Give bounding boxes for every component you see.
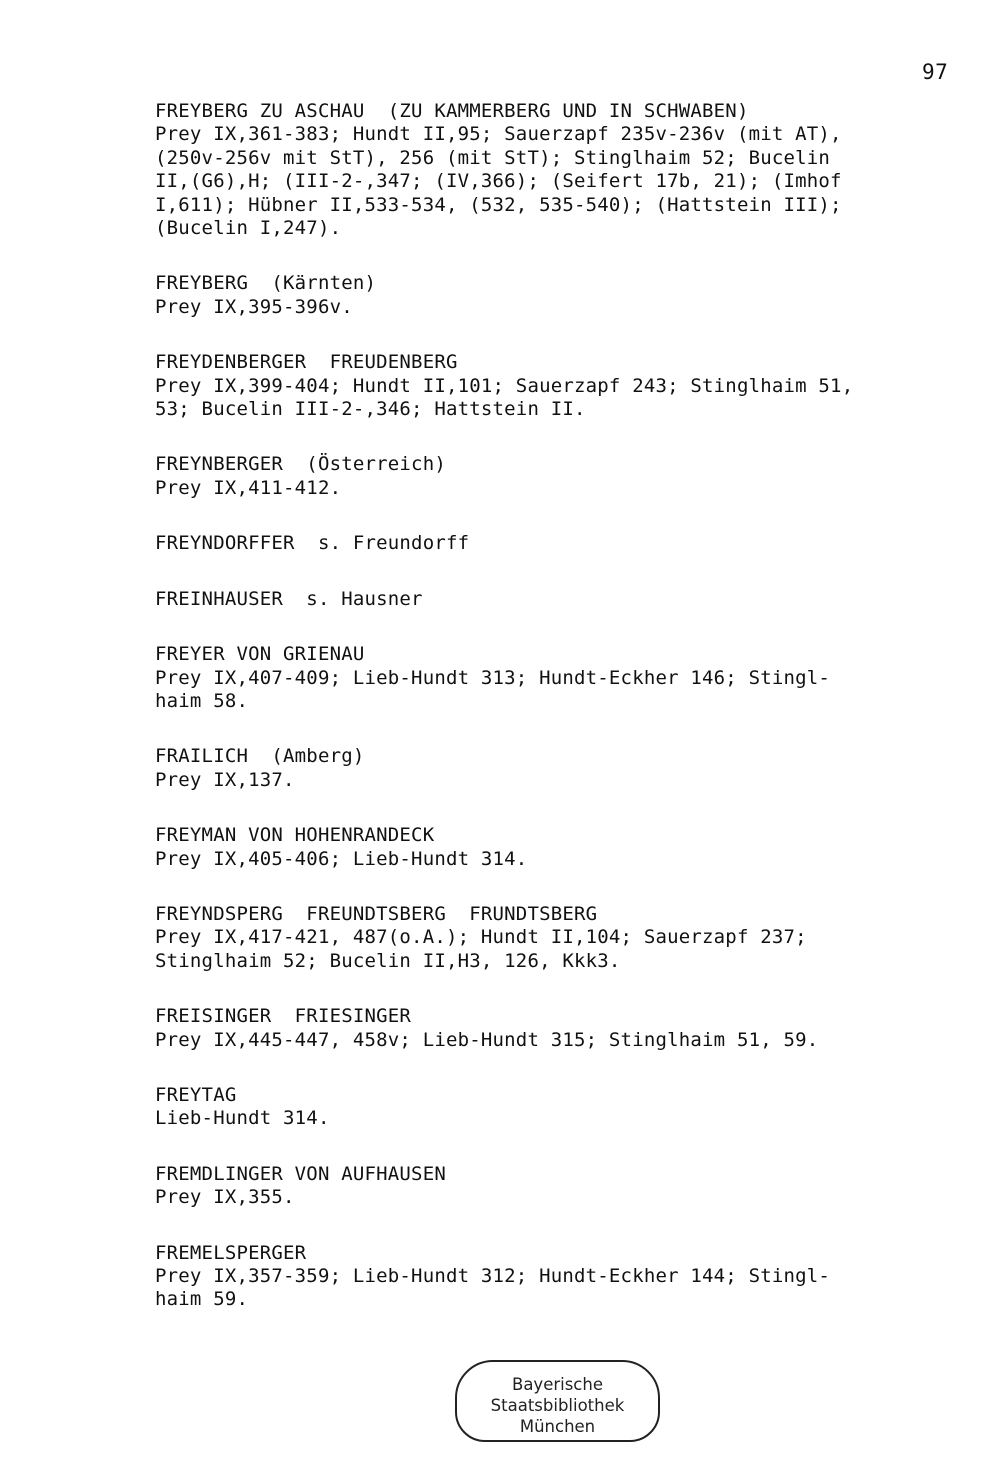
- stamp-line-2: Staatsbibliothek: [490, 1396, 625, 1415]
- entry-references: Prey IX,417-421, 487(o.A.); Hundt II,104; Sauerzapf 237; Stinglhaim 52; Bucelin II,H3, 126, Kkk3.: [155, 926, 807, 972]
- entry-heading: FREYNDSPERG FREUNDTSBERG FRUNDTSBERG: [155, 902, 598, 925]
- entry-references: Prey IX,355.: [155, 1186, 295, 1209]
- entry: [155, 532, 975, 555]
- entry: [155, 903, 975, 973]
- entry: [155, 824, 975, 871]
- entry-references: Prey IX,395-396v.: [155, 295, 353, 318]
- stamp-line-3: München: [519, 1417, 596, 1436]
- entry-references: Prey IX,445-447, 458v; Lieb-Hundt 315; Stinglhaim 51, 59.: [155, 1028, 819, 1051]
- entry-heading: FREMDLINGER VON AUFHAUSEN: [155, 1162, 446, 1185]
- entry-heading: FREYBERG (Kärnten): [155, 272, 377, 295]
- entry: [155, 351, 975, 421]
- entry-references: Prey IX,357-359; Lieb-Hundt 312; Hundt-Eckher 144; Stingl- haim 59.: [155, 1265, 831, 1311]
- register-entries: [155, 100, 975, 1344]
- entry-references: Prey IX,137.: [155, 768, 295, 791]
- entry: [155, 745, 975, 792]
- entry: [155, 588, 975, 611]
- entry-references: Prey IX,399-404; Hundt II,101; Sauerzapf 243; Stinglhaim 51, 53; Bucelin III-2-,346; Hattstein II.: [155, 374, 854, 421]
- entry: [155, 1005, 975, 1052]
- entry-heading: FREINHAUSER s. Hausner: [155, 587, 423, 610]
- entry-heading: FREYDENBERGER FREUDENBERG: [155, 351, 458, 374]
- stamp-line-1: Bayerische: [512, 1375, 603, 1394]
- entry-heading: FREISINGER FRIESINGER: [155, 1005, 412, 1028]
- entry-heading: FREYMAN VON HOHENRANDECK: [155, 824, 435, 847]
- entry: [155, 272, 975, 319]
- entry-references: Prey IX,361-383; Hundt II,95; Sauerzapf 235v-236v (mit AT), (250v-256v mit StT), 256 (mit StT); Stinglhaim 52; Bucelin II,(G6),H; (III-2-,347; (IV,366); (Seifert 17b, 21); (Imhof I,611); Hübner II,533-534, (532, 535-540); (Hattstein III); (Bucelin I,247).: [155, 123, 842, 240]
- entry: [155, 1084, 975, 1131]
- entry-heading: FREYNBERGER (Österreich): [155, 453, 446, 476]
- entry-heading: FREYER VON GRIENAU: [155, 643, 365, 666]
- entry-references: Prey IX,411-412.: [155, 476, 342, 499]
- page-number: 97: [922, 60, 949, 84]
- entry: [155, 1163, 975, 1210]
- entry: [155, 453, 975, 500]
- entry: [155, 100, 975, 240]
- entry-references: Prey IX,407-409; Lieb-Hundt 313; Hundt-Eckher 146; Stingl- haim 58.: [155, 666, 831, 712]
- entry-heading: FREYBERG ZU ASCHAU (ZU KAMMERBERG UND IN SCHWABEN): [155, 100, 749, 122]
- entry: [155, 643, 975, 713]
- entry-heading: FREYTAG: [155, 1083, 237, 1106]
- entry: [155, 1242, 975, 1312]
- entry-heading: FREMELSPERGER: [155, 1241, 307, 1264]
- entry-references: Prey IX,405-406; Lieb-Hundt 314.: [155, 847, 528, 870]
- entry-heading: FREYNDORFFER s. Freundorff: [155, 532, 470, 555]
- library-stamp: [455, 1360, 660, 1442]
- entry-heading: FRAILICH (Amberg): [155, 745, 365, 768]
- entry-references: Lieb-Hundt 314.: [155, 1107, 330, 1130]
